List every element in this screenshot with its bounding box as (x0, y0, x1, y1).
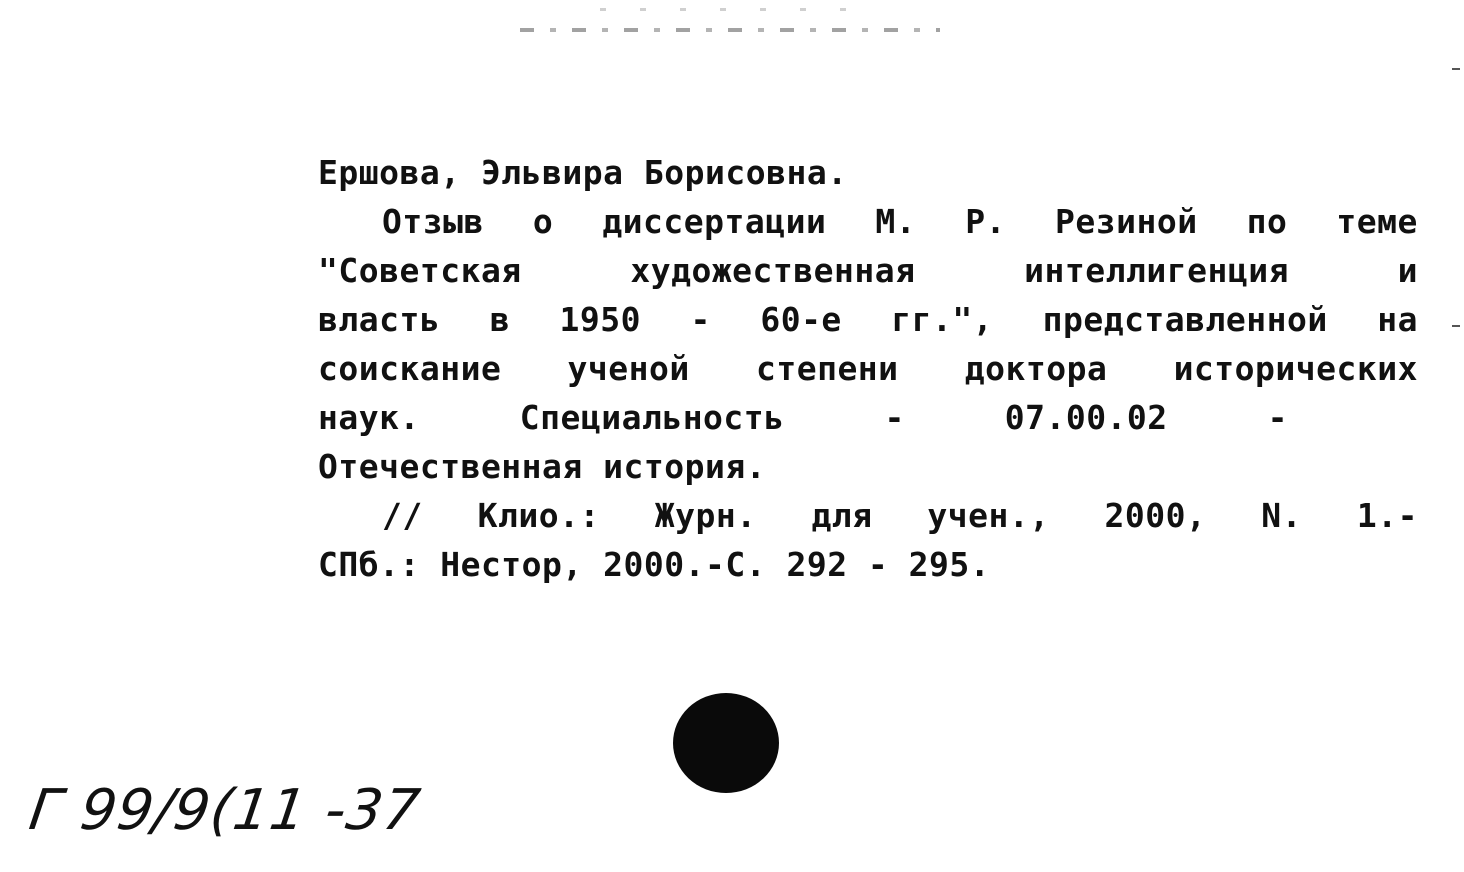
word: власть (318, 300, 441, 339)
word: Р. (965, 202, 1006, 241)
word: по (1246, 202, 1288, 241)
scan-artifact (1452, 68, 1460, 70)
source-line-2: СПб.: Нестор, 2000.-С. 292 - 295. (318, 545, 991, 584)
word: и (1397, 251, 1418, 290)
word: 2000, (1104, 496, 1207, 535)
word: наук. (318, 398, 420, 437)
word: - (690, 300, 711, 339)
word: в (489, 300, 511, 339)
word: // (382, 496, 423, 535)
word: интеллигенция (1024, 251, 1289, 290)
title-line-6: Отечественная история. (318, 447, 767, 486)
word: учен., (927, 496, 1050, 535)
word: доктора (964, 349, 1108, 388)
word: соискание (318, 349, 502, 388)
word: 60-е (760, 300, 842, 339)
handwritten-shelfmark: Г 99/9(11 -37 (25, 778, 425, 843)
word: художественная (630, 251, 916, 290)
word: 1.- (1356, 496, 1418, 535)
word: для (811, 496, 873, 535)
word: - (1267, 398, 1288, 437)
title-line-1 (318, 197, 1418, 246)
word: степени (755, 349, 899, 388)
word: о (532, 202, 554, 241)
source-line-1 (318, 491, 1418, 540)
word: 1950 (559, 300, 642, 339)
word: "Советская (318, 251, 522, 290)
word: на (1377, 300, 1418, 339)
word: Отзыв (382, 202, 484, 241)
word: 07.00.02 (1004, 398, 1168, 437)
title-line-2 (318, 246, 1418, 295)
word: ученой (567, 349, 690, 388)
word: гг.", (891, 300, 994, 339)
title-line-5 (318, 393, 1288, 442)
bibliographic-entry (318, 148, 1428, 589)
word: Журн. (654, 496, 757, 535)
word: представленной (1042, 300, 1328, 339)
word: исторических (1173, 349, 1418, 388)
word: - (884, 398, 905, 437)
scan-artifact (520, 28, 940, 32)
scan-artifact (600, 8, 860, 11)
word: N. (1261, 496, 1302, 535)
author-line: Ершова, Эльвира Борисовна. (318, 153, 848, 192)
title-line-4 (318, 344, 1418, 393)
word: Специальность (519, 398, 785, 437)
word: Резиной (1055, 202, 1198, 241)
punch-hole (673, 693, 779, 793)
word: Клио.: (477, 496, 600, 535)
scan-artifact (1452, 325, 1460, 327)
title-line-3 (318, 295, 1418, 344)
word: М. (875, 202, 917, 241)
word: диссертации (602, 202, 827, 241)
word: теме (1336, 202, 1418, 241)
